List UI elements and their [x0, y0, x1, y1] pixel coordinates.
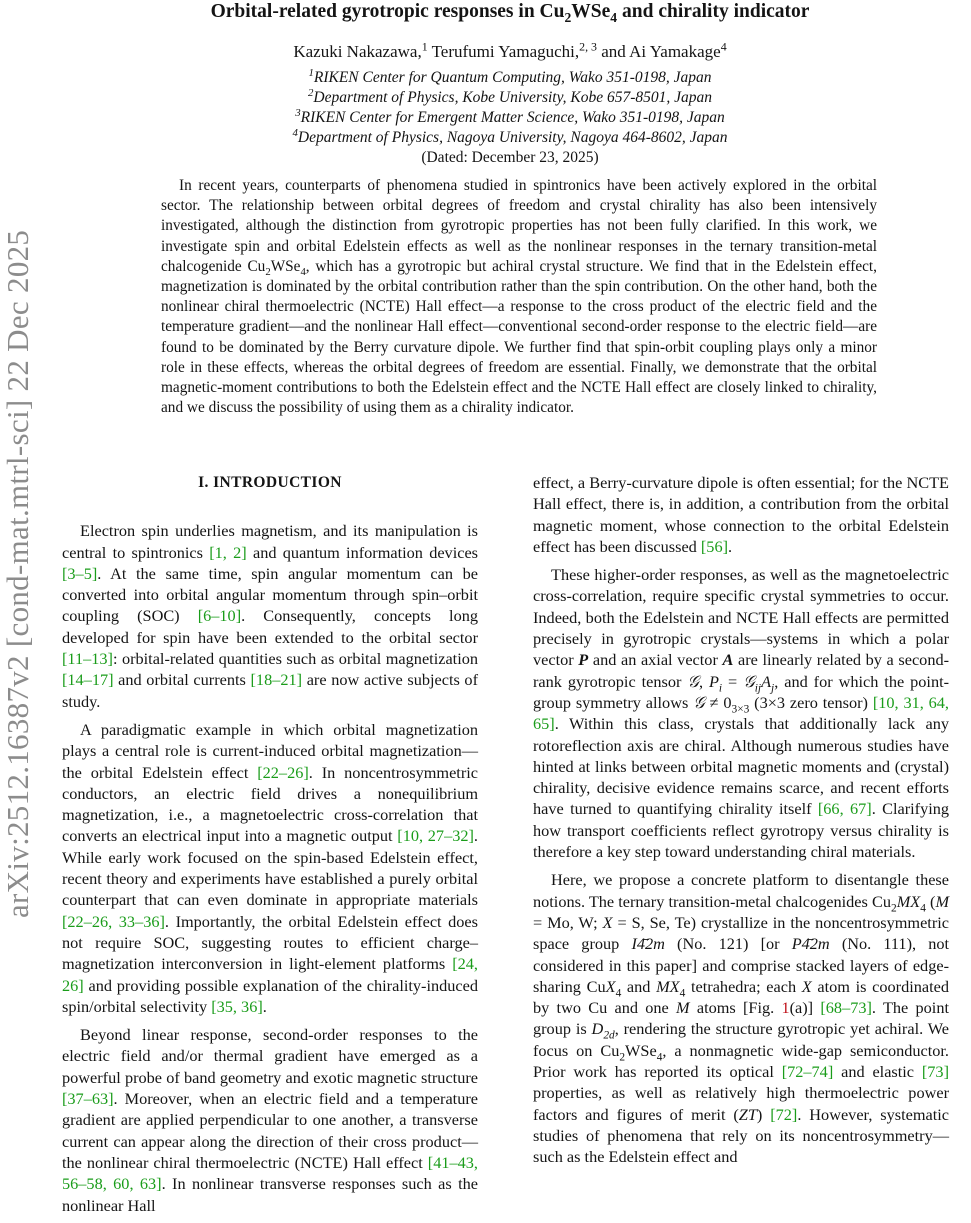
math-symbol: P — [708, 671, 719, 691]
math-symbol: P4̄2m — [791, 934, 830, 954]
math-symbol: 𝒢 — [693, 692, 705, 712]
affiliations — [95, 68, 925, 168]
figure-ref-link[interactable]: 1 — [781, 998, 790, 1018]
arxiv-sidebar-stamp: arXiv:2512.16387v2 [cond-mat.mtrl-sci] 22 Dec 2025 — [0, 229, 35, 918]
body-paragraph: Here, we propose a concrete platform to disentangle these notions. The ternary transition-metal chalcogenides $Cu_2MX_4$ (M = Mo, W; X = S, Se, Te) crystallize in the noncentrosymmetric space group I4̄2m (No. 121) [or P4̄2m (No. 111), not considered in this paper] and comprise stacked layers of edge-sharing CuX$_4$ and $MX_4$ tetrahedra; each X atom is coordinated by two Cu and one M atoms [Fig. 1(a)] [68–73]. The point group is $D_{2d}$, rendering the structure gyrotropic yet achiral. We focus on $Cu_2WSe_4$, a nonmagnetic wide-gap semiconductor. Prior work has reported its optical [72–74] and elastic [73] properties, as well as relatively high thermoelectric power factors and figures of merit (ZT) [72]. However, systematic studies of phenomena that rely on its noncentrosymmetry—such as the Edelstein effect and — [533, 870, 950, 1167]
math-symbol: D — [591, 1019, 604, 1039]
subscript: 4 — [300, 265, 306, 278]
affiliation-line — [95, 68, 925, 88]
citation-link[interactable]: [68–73] — [820, 998, 872, 1018]
affiliation-line — [95, 88, 925, 108]
math-symbol: M — [935, 891, 949, 911]
math-symbol: I4̄2m — [631, 934, 665, 954]
math-symbol: A — [761, 671, 772, 691]
citation-link[interactable]: [72–74] — [781, 1062, 834, 1082]
section-heading-introduction: I. INTRODUCTION — [198, 474, 342, 491]
citation-link[interactable]: [14–17] — [62, 670, 114, 690]
subscript: 2 — [265, 265, 271, 278]
body-paragraph: These higher-order responses, as well as the magnetoelectric cross-correlation, require specific crystal symmetries to occur. Indeed, both the Edelstein and NCTE Hall effects are permitted precisely in gyrotropic crystals—systems in which a polar vector P and an axial vector A are linearly related by a second-rank gyrotropic tensor 𝒢, $P_i$ = $𝒢_{ij}A_j$, and for which the point-group symmetry allows 𝒢 ≠ $0_{3\times 3}$ (3×3 zero tensor) [10, 31, 64, 65]. Within this class, crystals that additionally lack any rotoreflection axis are chiral. Although numerous studies have hinted at links between orbital magnetic moments and (crystal) chirality, decisive evidence remains scarce, and recent efforts have turned to quantifying chirality itself [66, 67]. Clarifying how transport coefficients reflect gyrotropy versus chirality is therefore a key step toward understanding chiral materials. — [533, 565, 950, 862]
math-symbol: MX — [656, 976, 680, 996]
vector-symbol: P — [578, 650, 589, 670]
subscript: j — [771, 681, 775, 694]
affiliation-line — [95, 128, 925, 148]
subscript: 2 — [890, 901, 897, 914]
subscript: 4 — [615, 987, 622, 1000]
right-column — [533, 472, 949, 1175]
citation-link[interactable]: [18–21] — [250, 670, 303, 690]
body-paragraph: effect, a Berry-curvature dipole is often essential; for the NCTE Hall effect, there is, in addition, a contribution from the orbital magnetic moment, whose connection to the orbital Edelstein effect has been discussed [56]. — [533, 473, 949, 556]
citation-link[interactable]: [3–5] — [62, 563, 98, 583]
body-paragraph: Electron spin underlies magnetism, and its manipulation is central to spintronics [1, 2] and quantum information devices [3–5]. At the same time, spin angular momentum can be converted into orbital angular momentum through spin–orbit coupling (SOC) [6–10]. Consequently, concepts long developed for spin have been extended to the orbital sector [11–13]: orbital-related quantities such as orbital magnetization [14–17] and orbital currents [18–21] are now active subjects of study. — [62, 521, 479, 711]
affiliation-text: Department of Physics, Nagoya University, Nagoya 464-8602, Japan — [297, 129, 728, 146]
affiliation-number: 2 — [307, 86, 314, 99]
affiliation-number: 4 — [292, 126, 298, 139]
subscript: 4 — [679, 987, 686, 1000]
title-part: and chirality indicator — [617, 1, 810, 22]
subscript: 2d — [603, 1029, 615, 1042]
body-paragraph: Beyond linear response, second-order responses to the electric field and/or thermal gradient have emerged as a powerful probe of band geometry and exotic magnetic structure [37–63]. Moreover, when an electric field and a temperature gradient are applied perpendicular to one another, a transverse current can appear along the direction of their cross product—the nonlinear chiral thermoelectric (NCTE) Hall effect [41–43, 56–58, 60, 63]. In nonlinear transverse responses such as the nonlinear Hall — [62, 1025, 478, 1215]
citation-link[interactable]: [10, 31, 64, 65] — [533, 692, 949, 734]
affiliation-text: RIKEN Center for Quantum Computing, Wako 351-0198, Japan — [313, 69, 712, 86]
affiliation-number: 3 — [295, 106, 301, 119]
subscript: 4 — [656, 1050, 663, 1063]
title-part: WSe — [571, 1, 611, 22]
citation-link[interactable]: [66, 67] — [817, 799, 872, 819]
paper-title — [95, 0, 925, 24]
vector-symbol: A — [722, 650, 734, 670]
math-symbol: 𝒢 — [687, 671, 699, 691]
author-name: Kazuki Nakazawa, — [293, 42, 422, 61]
math-symbol: X — [602, 912, 613, 932]
title-sub: 4 — [610, 9, 618, 25]
citation-link[interactable]: [6–10] — [197, 606, 242, 626]
citation-link[interactable]: [1, 2] — [209, 542, 247, 562]
subscript: 3×3 — [731, 703, 750, 716]
math-symbol: 𝒢 — [743, 671, 755, 691]
citation-link[interactable]: [41–43, 56–58, 60, 63] — [62, 1152, 478, 1194]
subscript: ij — [754, 681, 762, 694]
author-affil-mark: 1 — [421, 39, 428, 54]
author-affil-mark: 4 — [720, 39, 727, 54]
affiliation-number: 1 — [308, 66, 314, 79]
citation-link[interactable]: [72] — [770, 1104, 798, 1124]
citation-link[interactable]: [22–26, 33–36] — [62, 911, 165, 931]
math-symbol: MX — [896, 891, 921, 911]
author-name: and Ai Yamakage — [596, 42, 721, 61]
author-affil-mark: 2, 3 — [579, 39, 597, 54]
math-symbol: X — [801, 976, 812, 996]
citation-link[interactable]: [10, 27–32] — [397, 826, 474, 846]
citation-link[interactable]: [35, 36] — [211, 996, 263, 1016]
author-list — [95, 41, 925, 63]
citation-link[interactable]: [37–63] — [62, 1089, 114, 1109]
affiliation-line — [95, 108, 925, 128]
math-symbol: X — [605, 976, 616, 996]
abstract — [161, 176, 877, 418]
author-name: Terufumi Yamaguchi, — [427, 42, 580, 61]
citation-link[interactable]: [73] — [921, 1062, 949, 1082]
subscript: 4 — [920, 901, 926, 914]
body-paragraph: A paradigmatic example in which orbital magnetization plays a central role is current-induced orbital magnetization—the orbital Edelstein effect [22–26]. In noncentrosymmetric conductors, an electric field drives a nonequilibrium magnetization, i.e., a magnetoelectric cross-correlation that converts an electrical input into a magnetic output [10, 27–32]. While early work focused on the spin-based Edelstein effect, recent theory and experiments have established a purely orbital counterpart that can even dominate in appropriate materials [22–26, 33–36]. Importantly, the orbital Edelstein effect does not require SOC, suggesting routes to efficient charge–magnetization interconversion in light-element platforms [24, 26] and providing possible explanation of the chirality-induced spin/orbital selectivity [35, 36]. — [62, 719, 478, 1016]
dated-line: (Dated: December 23, 2025) — [421, 149, 599, 166]
citation-link[interactable]: [24, 26] — [62, 954, 478, 995]
subscript: i — [718, 681, 723, 694]
math-symbol: M — [676, 998, 690, 1018]
math-symbol: ZT — [738, 1104, 757, 1124]
left-column — [62, 472, 478, 1223]
citation-link[interactable]: [11–13] — [62, 649, 113, 669]
title-sub: 2 — [564, 9, 572, 25]
subscript: 2 — [619, 1050, 626, 1063]
citation-link[interactable]: [22–26] — [257, 762, 309, 782]
title-part: Orbital-related gyrotropic responses in Cu — [210, 1, 565, 22]
abstract-paragraph: In recent years, counterparts of phenomena studied in spintronics have been actively explored in the orbital sector. The relationship between orbital degrees of freedom and crystal chirality has also been intensively investigated, although the distinction from gyrotropic properties has not been fully clarified. In this work, we investigate spin and orbital Edelstein effects as well as the nonlinear responses in the ternary transition-metal chalcogenide $Cu_2WSe_4$, which has a gyrotropic but achiral crystal structure. We find that in the Edelstein effect, magnetization is dominated by the orbital contribution rather than the spin contribution. On the other hand, both the nonlinear chiral thermoelectric (NCTE) Hall effect—a response to the cross product of the electric field and the temperature gradient—and the nonlinear Hall effect—conventional second-order response to the electric field—are found to be dominated by the Berry curvature dipole. We further find that spin-orbit coupling plays only a minor role in these effects, whereas the orbital degrees of freedom are essential. Finally, we demonstrate that the orbital magnetic-moment contributions to both the Edelstein effect and the NCTE Hall effect are closely linked to chirality, and we discuss the possibility of using them as a chirality indicator. — [161, 177, 877, 417]
citation-link[interactable]: [56] — [700, 536, 729, 556]
affiliation-text: Department of Physics, Kobe University, Kobe 657-8501, Japan — [313, 89, 713, 106]
affiliation-text: RIKEN Center for Emergent Matter Science, Wako 351-0198, Japan — [300, 109, 725, 126]
